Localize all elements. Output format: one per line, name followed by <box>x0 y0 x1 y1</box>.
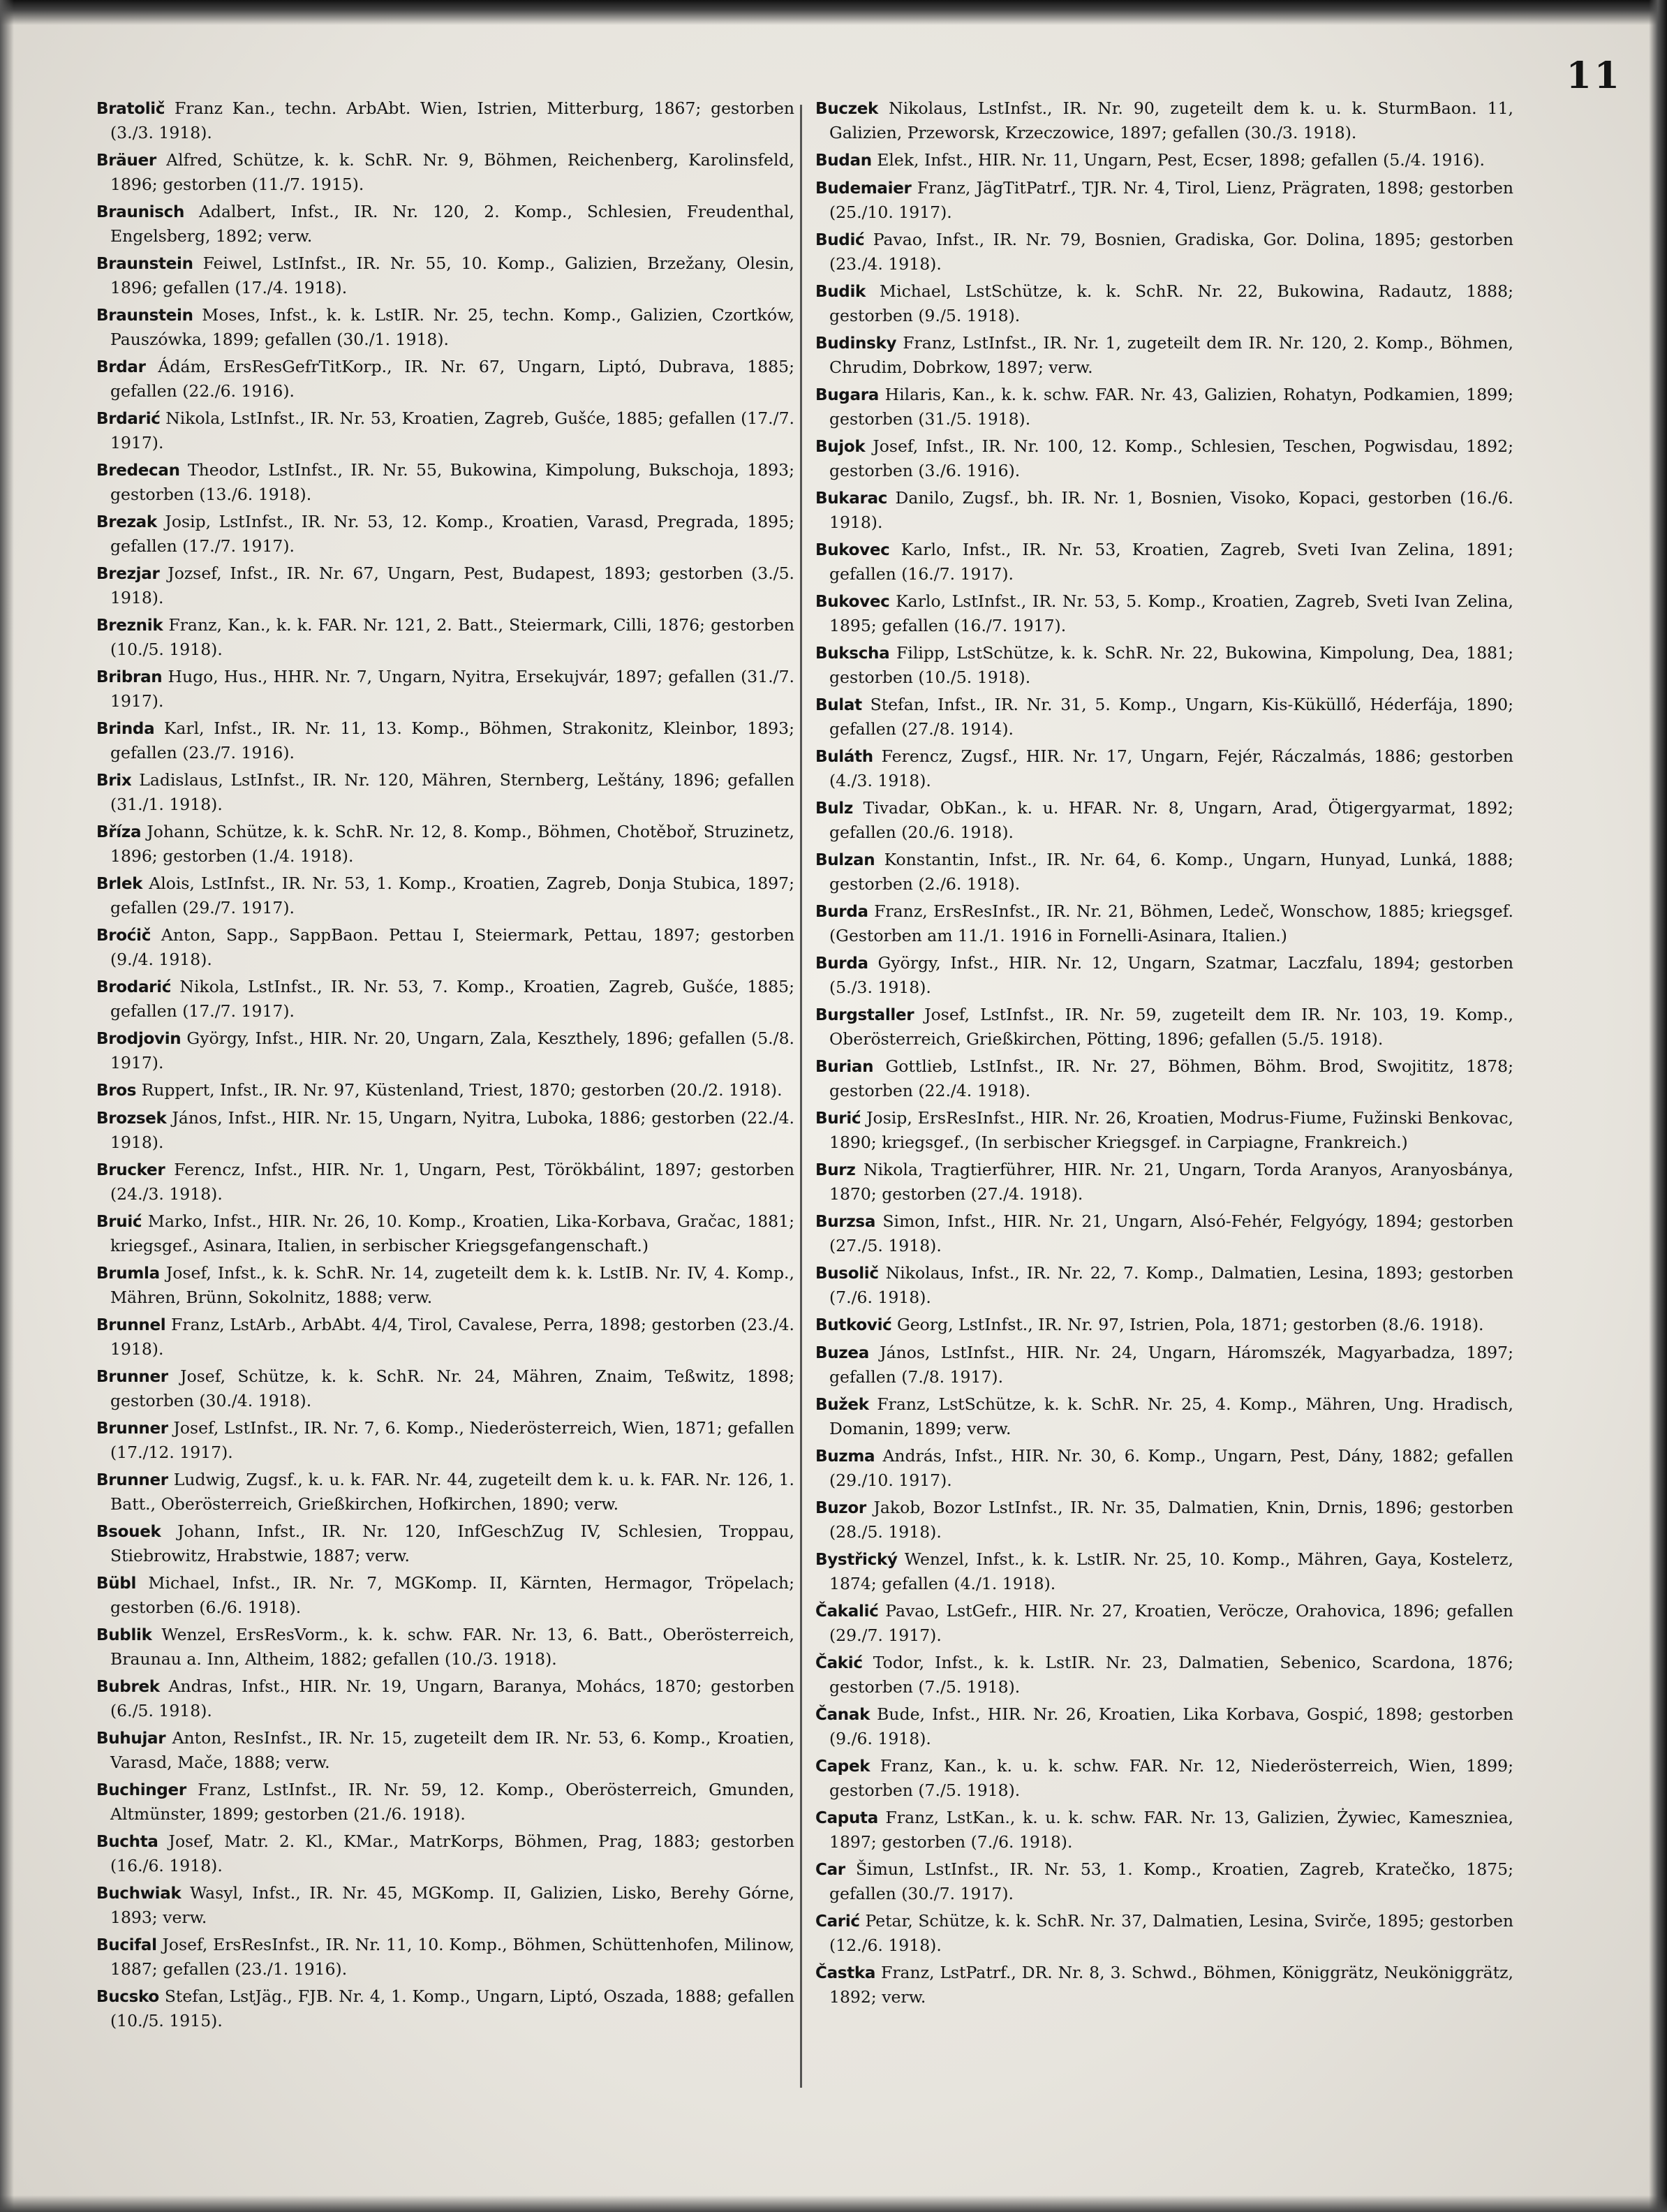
entry-details: Tivadar, ObKan., k. u. HFAR. Nr. 8, Ungarn, Arad, Ötigergyarmat, 1892; gefallen (20./6. 1918). <box>829 798 1513 842</box>
entry-details: Nikola, LstInfst., IR. Nr. 53, 7. Komp., Kroatien, Zagreb, Gušće, 1885; gefallen (17./7. 1917). <box>110 977 794 1021</box>
list-entry <box>96 1209 794 1258</box>
entry-surname: Brezak <box>96 513 157 531</box>
entry-details: Wasyl, Infst., IR. Nr. 45, MGKomp. II, Galizien, Lisko, Berehy Górne, 1893; verw. <box>110 1883 794 1927</box>
entry-surname: Bübl <box>96 1575 137 1593</box>
list-entry <box>815 228 1513 276</box>
entry-details: Jakob, Bozor LstInfst., IR. Nr. 35, Dalmatien, Knin, Drnis, 1896; gestorben (28./5. 1918). <box>829 1498 1513 1542</box>
list-entry <box>815 486 1513 534</box>
list-entry <box>815 1209 1513 1258</box>
entry-details: Johann, Schütze, k. k. SchR. Nr. 12, 8. Komp., Böhmen, Chotěboř, Struzinetz, 1896; gestorben (1./4. 1918). <box>110 822 794 866</box>
entry-surname: Carić <box>815 1912 860 1931</box>
list-entry <box>815 1054 1513 1103</box>
entry-details: György, Infst., HIR. Nr. 20, Ungarn, Zala, Keszthely, 1896; gefallen (5./8. 1917). <box>110 1028 794 1072</box>
entry-surname: Buchinger <box>96 1781 186 1799</box>
entry-surname: Budinsky <box>815 334 897 353</box>
entry-details: Wenzel, ErsResVorm., k. k. schw. FAR. Nr. 13, 6. Batt., Oberösterreich, Braunau a. Inn, Altheim, 1882; gefallen (10./3. 1918). <box>110 1625 794 1669</box>
page-number: 11 <box>1566 54 1622 97</box>
list-entry <box>96 1261 794 1309</box>
entry-surname: Busolič <box>815 1264 879 1283</box>
list-entry <box>96 1984 794 2033</box>
entry-surname: Bubrek <box>96 1678 160 1696</box>
entry-details: Filipp, LstSchütze, k. k. SchR. Nr. 22, Bukowina, Kimpolung, Dea, 1881; gestorben (10./5. 1918). <box>829 643 1513 687</box>
entry-surname: Brezjar <box>96 565 160 583</box>
entry-surname: Buczek <box>815 100 879 118</box>
entry-surname: Broćič <box>96 927 151 945</box>
list-entry <box>815 176 1513 224</box>
list-entry <box>815 383 1513 431</box>
entry-surname: Bratolič <box>96 100 165 118</box>
entry-surname: Bublik <box>96 1626 152 1644</box>
list-entry <box>96 1106 794 1154</box>
entry-surname: Brozsek <box>96 1109 167 1128</box>
list-entry <box>96 716 794 765</box>
entry-surname: Burz <box>815 1161 856 1179</box>
list-entry <box>815 1444 1513 1492</box>
entry-details: Josef, ErsResInfst., IR. Nr. 11, 10. Komp., Böhmen, Schüttenhofen, Milinow, 1887; gefallen (23./1. 1916). <box>110 1935 794 1979</box>
entry-details: Ádám, ErsResGefrTitKorp., IR. Nr. 67, Ungarn, Liptó, Dubrava, 1885; gefallen (22./6. 1916). <box>110 357 794 401</box>
entry-surname: Bribran <box>96 668 163 686</box>
list-entry <box>815 1392 1513 1440</box>
list-entry <box>815 1003 1513 1051</box>
entry-surname: Bucifal <box>96 1936 157 1954</box>
list-entry <box>96 1829 794 1878</box>
entry-surname: Čakalić <box>815 1602 879 1621</box>
entry-surname: Budić <box>815 231 865 249</box>
list-entry <box>96 1026 794 1075</box>
entry-details: Ludwig, Zugsf., k. u. k. FAR. Nr. 44, zugeteilt dem k. u. k. FAR. Nr. 126, 1. Batt., Oberösterreich, Grießkirchen, Hofkirchen, 1890; verw. <box>110 1470 794 1514</box>
list-entry <box>96 148 794 196</box>
entry-surname: Bulat <box>815 696 862 714</box>
entry-surname: Brodjovin <box>96 1030 181 1048</box>
entry-surname: Brunner <box>96 1420 168 1438</box>
entry-details: Franz, LstPatrf., DR. Nr. 8, 3. Schwd., Böhmen, Königgrätz, Neuköniggrätz, 1892; verw. <box>829 1963 1513 2007</box>
list-entry <box>96 1571 794 1619</box>
entry-details: Franz, LstArb., ArbAbt. 4/4, Tirol, Cavalese, Perra, 1898; gestorben (23./4. 1918). <box>110 1315 794 1359</box>
entry-details: Franz, Kan., k. k. FAR. Nr. 121, 2. Batt., Steiermark, Cilli, 1876; gestorben (10./5. 1918). <box>110 615 794 659</box>
entry-details: Josef, LstInfst., IR. Nr. 7, 6. Komp., Niederösterreich, Wien, 1871; gefallen (17./12. 1917). <box>110 1418 794 1462</box>
entry-details: János, Infst., HIR. Nr. 15, Ungarn, Nyitra, Luboka, 1886; gestorben (22./4. 1918). <box>110 1108 794 1152</box>
list-entry <box>96 1623 794 1671</box>
entry-surname: Buchwiak <box>96 1885 181 1903</box>
entry-details: Karlo, Infst., IR. Nr. 53, Kroatien, Zagreb, Sveti Ivan Zelina, 1891; gefallen (16./7. 1917). <box>829 540 1513 584</box>
entry-surname: Bukarac <box>815 489 888 508</box>
entry-surname: Brunner <box>96 1368 168 1386</box>
list-entry <box>815 1961 1513 2009</box>
entry-surname: Braunstein <box>96 307 193 325</box>
entry-surname: Bros <box>96 1082 137 1100</box>
entry-surname: Burić <box>815 1109 861 1128</box>
entry-details: Michael, Infst., IR. Nr. 7, MGKomp. II, Kärnten, Hermagor, Tröpelach; gestorben (6./6. 1918). <box>110 1573 794 1617</box>
entry-surname: Bugara <box>815 386 879 404</box>
entry-surname: Bräuer <box>96 152 156 170</box>
entry-surname: Burian <box>815 1058 874 1076</box>
entry-details: Elek, Infst., HIR. Nr. 11, Ungarn, Pest, Ecser, 1898; gefallen (5./4. 1916). <box>871 150 1485 170</box>
list-entry <box>96 1933 794 1981</box>
list-entry <box>815 951 1513 999</box>
list-entry <box>815 1651 1513 1699</box>
entry-details: Hugo, Hus., HHR. Nr. 7, Ungarn, Nyitra, Ersekujvár, 1897; gefallen (31./7. 1917). <box>110 667 794 711</box>
list-entry <box>96 1674 794 1723</box>
entry-surname: Braunstein <box>96 255 193 273</box>
entry-surname: Bukovec <box>815 541 890 559</box>
entry-details: Franz, JägTitPatrf., TJR. Nr. 4, Tirol, Lienz, Prägraten, 1898; gestorben (25./10. 1917). <box>829 178 1513 222</box>
scan-edge-top <box>0 0 1667 25</box>
entry-surname: Brlek <box>96 875 143 893</box>
entry-details: Franz, Kan., k. u. k. schw. FAR. Nr. 12, Niederösterreich, Wien, 1899; gestorben (7./5. 1918). <box>829 1756 1513 1800</box>
entry-details: Karlo, LstInfst., IR. Nr. 53, 5. Komp., Kroatien, Zagreb, Sveti Ivan Zelina, 1895; gefallen (16./7. 1917). <box>829 591 1513 635</box>
scan-edge-left <box>0 0 14 2212</box>
entry-surname: Bucsko <box>96 1988 159 2006</box>
list-entry <box>96 975 794 1023</box>
entry-surname: Brunner <box>96 1471 168 1489</box>
list-entry <box>815 796 1513 844</box>
list-entry <box>96 1726 794 1774</box>
list-entry <box>96 1416 794 1464</box>
entry-details: Pavao, LstGefr., HIR. Nr. 27, Kroatien, Veröcze, Orahovica, 1896; gefallen (29./7. 1917). <box>829 1601 1513 1645</box>
entry-surname: Bujok <box>815 438 866 456</box>
entry-surname: Brumla <box>96 1264 160 1283</box>
entry-surname: Butković <box>815 1316 892 1334</box>
entry-surname: Bsouek <box>96 1523 161 1541</box>
entry-details: Theodor, LstInfst., IR. Nr. 55, Bukowina, Kimpolung, Bukschoja, 1893; gestorben (13./6. 1918). <box>110 460 794 504</box>
entry-surname: Bužek <box>815 1396 869 1414</box>
entry-details: Šimun, LstInfst., IR. Nr. 53, 1. Komp., Kroatien, Zagreb, Kratečko, 1875; gefallen (30./7. 1917). <box>829 1859 1513 1903</box>
list-entry <box>96 406 794 455</box>
list-entry <box>815 1313 1513 1337</box>
entry-surname: Burda <box>815 903 868 921</box>
entry-details: György, Infst., HIR. Nr. 12, Ungarn, Szatmar, Laczfalu, 1894; gestorben (5./3. 1918). <box>829 953 1513 997</box>
entry-surname: Capek <box>815 1757 870 1776</box>
entry-details: Gottlieb, LstInfst., IR. Nr. 27, Böhmen, Böhm. Brod, Swojititz, 1878; gestorben (22./4. 1918). <box>829 1056 1513 1100</box>
list-entry <box>96 665 794 713</box>
list-entry <box>96 871 794 920</box>
entry-details: András, Infst., HIR. Nr. 30, 6. Komp., Ungarn, Pest, Dány, 1882; gefallen (29./10. 1917). <box>829 1446 1513 1490</box>
entry-surname: Brinda <box>96 720 155 738</box>
entry-surname: Burgstaller <box>815 1006 914 1024</box>
list-entry <box>815 434 1513 482</box>
entry-details: Josip, ErsResInfst., HIR. Nr. 26, Kroatien, Modrus-Fiume, Fužinski Benkovac, 1890; kriegsgef., (In serbischer Kriegsgef. in Carpiagne, Frankreich.) <box>829 1108 1513 1152</box>
entry-details: Bude, Infst., HIR. Nr. 26, Kroatien, Lika Korbava, Gospić, 1898; gestorben (9./6. 1918). <box>829 1704 1513 1748</box>
list-entry <box>96 251 794 300</box>
entry-details: Josef, Schütze, k. k. SchR. Nr. 24, Mähren, Znaim, Teßwitz, 1898; gestorben (30./4. 1918). <box>110 1366 794 1410</box>
list-entry <box>96 1158 794 1206</box>
entry-details: Franz, LstSchütze, k. k. SchR. Nr. 25, 4. Komp., Mähren, Ung. Hradisch, Domanin, 1899; verw. <box>829 1394 1513 1438</box>
left-column <box>96 96 794 2184</box>
entry-details: Danilo, Zugsf., bh. IR. Nr. 1, Bosnien, Visoko, Kopaci, gestorben (16./6. 1918). <box>829 488 1513 532</box>
entry-surname: Breznik <box>96 617 163 635</box>
entry-details: Alfred, Schütze, k. k. SchR. Nr. 9, Böhmen, Reichenberg, Karolinsfeld, 1896; gestorben (11./7. 1915). <box>110 150 794 194</box>
list-entry <box>815 1496 1513 1544</box>
entry-surname: Bulzan <box>815 851 875 869</box>
list-entry <box>96 303 794 351</box>
entry-details: Josef, Matr. 2. Kl., KMar., MatrKorps, Böhmen, Prag, 1883; gestorben (16./6. 1918). <box>110 1831 794 1875</box>
entry-surname: Burzsa <box>815 1213 876 1231</box>
list-entry <box>96 768 794 816</box>
list-entry <box>815 899 1513 948</box>
entry-surname: Burda <box>815 954 868 973</box>
list-entry <box>96 1078 794 1103</box>
entry-details: Anton, Sapp., SappBaon. Pettau I, Steiermark, Pettau, 1897; gestorben (9./4. 1918). <box>110 925 794 969</box>
entry-details: Marko, Infst., HIR. Nr. 26, 10. Komp., Kroatien, Lika-Korbava, Gračac, 1881; kriegsgef., Asinara, Italien, in serbischer Kriegsgefangenschaft.) <box>110 1211 794 1255</box>
column-divider <box>800 105 802 2088</box>
entry-surname: Buláth <box>815 748 873 766</box>
entry-surname: Bruić <box>96 1213 142 1231</box>
list-entry <box>815 1106 1513 1154</box>
entry-details: Johann, Infst., IR. Nr. 120, InfGeschZug IV, Schlesien, Troppau, Stiebrowitz, Hrabstwie, 1887; verw. <box>110 1521 794 1565</box>
list-entry <box>96 1468 794 1516</box>
list-entry <box>815 279 1513 327</box>
entry-surname: Buzor <box>815 1499 866 1517</box>
list-entry <box>96 510 794 558</box>
list-entry <box>815 1909 1513 1957</box>
entry-details: Konstantin, Infst., IR. Nr. 64, 6. Komp., Ungarn, Hunyad, Lunká, 1888; gestorben (2./6. 1918). <box>829 850 1513 894</box>
entry-surname: Brdarić <box>96 410 161 428</box>
list-entry <box>96 820 794 868</box>
entry-details: Ladislaus, LstInfst., IR. Nr. 120, Mähren, Sternberg, Leštány, 1896; gefallen (31./1. 1918). <box>110 770 794 814</box>
entry-surname: Buzea <box>815 1344 869 1362</box>
entry-details: Wenzel, Infst., k. k. LstIR. Nr. 25, 10. Komp., Mähren, Gaya, Kostelетz, 1874; gefallen (4./1. 1918). <box>829 1549 1513 1593</box>
entry-surname: Budemaier <box>815 179 912 198</box>
entry-details: János, LstInfst., HIR. Nr. 24, Ungarn, Háromszék, Magyarbadza, 1897; gefallen (7./8. 1917). <box>829 1343 1513 1387</box>
entry-details: Franz, LstInfst., IR. Nr. 59, 12. Komp., Oberösterreich, Gmunden, Altmünster, 1899; gestorben (21./6. 1918). <box>110 1780 794 1824</box>
entry-surname: Buhujar <box>96 1730 166 1748</box>
entry-details: Alois, LstInfst., IR. Nr. 53, 1. Komp., Kroatien, Zagreb, Donja Stubica, 1897; gefallen (29./7. 1917). <box>110 873 794 917</box>
entry-details: Petar, Schütze, k. k. SchR. Nr. 37, Dalmatien, Lesina, Svirče, 1895; gestorben (12./6. 1918). <box>829 1911 1513 1955</box>
entry-details: Adalbert, Infst., IR. Nr. 120, 2. Komp., Schlesien, Freudenthal, Engelsberg, 1892; verw. <box>110 202 794 246</box>
entry-details: Stefan, Infst., IR. Nr. 31, 5. Komp., Ungarn, Kis-Küküllő, Héderfája, 1890; gefallen (27./8. 1914). <box>829 695 1513 739</box>
list-entry <box>815 331 1513 379</box>
list-entry <box>96 1778 794 1826</box>
entry-surname: Bukscha <box>815 644 890 663</box>
entry-surname: Brdar <box>96 358 146 376</box>
list-entry <box>815 693 1513 741</box>
entry-surname: Bredecan <box>96 462 180 480</box>
entry-details: Ruppert, Infst., IR. Nr. 97, Küstenland, Triest, 1870; gestorben (20./2. 1918). <box>136 1080 783 1100</box>
list-entry <box>96 1881 794 1929</box>
entry-surname: Car <box>815 1861 845 1879</box>
list-entry <box>815 641 1513 689</box>
list-entry <box>96 1313 794 1361</box>
entry-details: Karl, Infst., IR. Nr. 11, 13. Komp., Böhmen, Strakonitz, Kleinbor, 1893; gefallen (23./7. 1916). <box>110 718 794 762</box>
entry-surname: Braunisch <box>96 203 185 221</box>
entry-details: Josef, Infst., k. k. SchR. Nr. 14, zugeteilt dem k. k. LstIB. Nr. IV, 4. Komp., Mähren, Brünn, Sokolnitz, 1888; verw. <box>110 1263 794 1307</box>
entry-details: Nikola, Tragtierführer, HIR. Nr. 21, Ungarn, Torda Aranyos, Aranyosbánya, 1870; gestorben (27./4. 1918). <box>829 1160 1513 1204</box>
entry-details: Ferencz, Zugsf., HIR. Nr. 17, Ungarn, Fejér, Ráczalmás, 1886; gestorben (4./3. 1918). <box>829 746 1513 790</box>
entry-surname: Buchta <box>96 1833 158 1851</box>
entry-details: Ferencz, Infst., HIR. Nr. 1, Ungarn, Pest, Törökbálint, 1897; gestorben (24./3. 1918). <box>110 1160 794 1204</box>
list-entry <box>815 848 1513 896</box>
list-entry <box>815 148 1513 172</box>
entry-details: Georg, LstInfst., IR. Nr. 97, Istrien, Pola, 1871; gestorben (8./6. 1918). <box>891 1315 1484 1334</box>
list-entry <box>96 1364 794 1413</box>
entry-surname: Budik <box>815 283 866 301</box>
list-entry <box>815 1341 1513 1389</box>
entry-details: Josef, Infst., IR. Nr. 100, 12. Komp., Schlesien, Teschen, Pogwisdau, 1892; gestorben (3./6. 1916). <box>829 436 1513 480</box>
entry-details: Franz, ErsResInfst., IR. Nr. 21, Böhmen, Ledeč, Wonschow, 1885; kriegsgef. (Gestorben am 11./1. 1916 in Fornelli-Asinara, Italien.) <box>829 901 1513 945</box>
entry-details: Stefan, LstJäg., FJB. Nr. 4, 1. Komp., Ungarn, Liptó, Oszada, 1888; gefallen (10./5. 1915). <box>110 1986 794 2030</box>
entry-details: Hilaris, Kan., k. k. schw. FAR. Nr. 43, Galizien, Rohatyn, Podkamien, 1899; gestorben (31./5. 1918). <box>829 385 1513 429</box>
entry-surname: Bříza <box>96 823 142 841</box>
entry-details: Simon, Infst., HIR. Nr. 21, Ungarn, Alsó-Fehér, Felgyógy, 1894; gestorben (27./5. 1918). <box>829 1211 1513 1255</box>
entry-surname: Buzma <box>815 1447 875 1466</box>
list-entry <box>815 589 1513 637</box>
list-entry <box>815 1754 1513 1802</box>
entry-details: Todor, Infst., k. k. LstIR. Nr. 23, Dalmatien, Sebenico, Scardona, 1876; gestorben (7./5. 1918). <box>829 1653 1513 1697</box>
entry-details: Michael, LstSchütze, k. k. SchR. Nr. 22, Bukowina, Radautz, 1888; gestorben (9./5. 1918). <box>829 281 1513 325</box>
entry-details: Franz Kan., techn. ArbAbt. Wien, Istrien, Mitterburg, 1867; gestorben (3./3. 1918). <box>110 98 794 142</box>
list-entry <box>815 1857 1513 1905</box>
list-entry <box>96 923 794 971</box>
entry-surname: Častka <box>815 1964 876 1982</box>
list-entry <box>96 561 794 610</box>
entry-surname: Budan <box>815 152 872 170</box>
entry-surname: Brucker <box>96 1161 165 1179</box>
right-column <box>815 96 1513 2184</box>
list-entry <box>96 200 794 248</box>
entry-surname: Brunnel <box>96 1316 166 1334</box>
list-entry <box>96 1519 794 1568</box>
list-entry <box>815 744 1513 792</box>
entry-details: Anton, ResInfst., IR. Nr. 15, zugeteilt dem IR. Nr. 53, 6. Komp., Kroatien, Varasd, Mače, 1888; verw. <box>110 1728 794 1772</box>
entry-details: Franz, LstKan., k. u. k. schw. FAR. Nr. 13, Galizien, Żywiec, Kameszniea, 1897; gestorben (7./6. 1918). <box>829 1808 1513 1852</box>
entry-details: Andras, Infst., HIR. Nr. 19, Ungarn, Baranya, Mohács, 1870; gestorben (6./5. 1918). <box>110 1676 794 1720</box>
entry-details: Josef, LstInfst., IR. Nr. 59, zugeteilt dem IR. Nr. 103, 19. Komp., Oberösterreich, Grießkirchen, Pötting, 1896; gefallen (5./5. 1918). <box>829 1005 1513 1049</box>
list-entry <box>815 1702 1513 1750</box>
entry-surname: Caputa <box>815 1809 878 1827</box>
scan-edge-right <box>1649 0 1667 2212</box>
entry-surname: Brix <box>96 772 132 790</box>
entry-details: Nikolaus, LstInfst., IR. Nr. 90, zugeteilt dem k. u. k. SturmBaon. 11, Galizien, Przeworsk, Krzeczowice, 1897; gefallen (30./3. 1918). <box>829 98 1513 142</box>
entry-details: Josip, LstInfst., IR. Nr. 53, 12. Komp., Kroatien, Varasd, Pregrada, 1895; gefallen (17./7. 1917). <box>110 512 794 556</box>
entry-details: Pavao, Infst., IR. Nr. 79, Bosnien, Gradiska, Gor. Dolina, 1895; gestorben (23./4. 1918). <box>829 230 1513 274</box>
list-entry <box>815 1158 1513 1206</box>
list-entry <box>815 538 1513 586</box>
entry-surname: Čanak <box>815 1706 870 1724</box>
entry-details: Nikolaus, Infst., IR. Nr. 22, 7. Komp., Dalmatien, Lesina, 1893; gestorben (7./6. 1918). <box>829 1263 1513 1307</box>
list-entry <box>96 613 794 661</box>
entry-surname: Čakić <box>815 1654 863 1672</box>
scan-edge-bottom <box>0 2195 1667 2212</box>
list-entry <box>815 1547 1513 1595</box>
list-entry <box>815 1261 1513 1309</box>
list-entry <box>815 1599 1513 1647</box>
list-entry <box>96 96 794 145</box>
entry-surname: Bukovec <box>815 593 890 611</box>
list-entry <box>96 458 794 506</box>
entry-details: Nikola, LstInfst., IR. Nr. 53, Kroatien, Zagreb, Gušće, 1885; gefallen (17./7. 1917). <box>110 408 794 452</box>
entry-surname: Bystřický <box>815 1551 898 1569</box>
entry-surname: Brodarić <box>96 978 172 996</box>
entry-details: Jozsef, Infst., IR. Nr. 67, Ungarn, Pest, Budapest, 1893; gestorben (3./5. 1918). <box>110 563 794 607</box>
entry-details: Feiwel, LstInfst., IR. Nr. 55, 10. Komp., Galizien, Brzežany, Olesin, 1896; gefallen (17./4. 1918). <box>110 253 794 297</box>
list-entry <box>815 96 1513 145</box>
entry-surname: Bulz <box>815 799 853 818</box>
list-entry <box>815 1806 1513 1854</box>
list-entry <box>96 355 794 403</box>
entry-details: Franz, LstInfst., IR. Nr. 1, zugeteilt dem IR. Nr. 120, 2. Komp., Böhmen, Chrudim, Dobrkow, 1897; verw. <box>829 333 1513 377</box>
entry-details: Moses, Infst., k. k. LstIR. Nr. 25, techn. Komp., Galizien, Czortków, Pauszówka, 1899; gefallen (30./1. 1918). <box>110 305 794 349</box>
